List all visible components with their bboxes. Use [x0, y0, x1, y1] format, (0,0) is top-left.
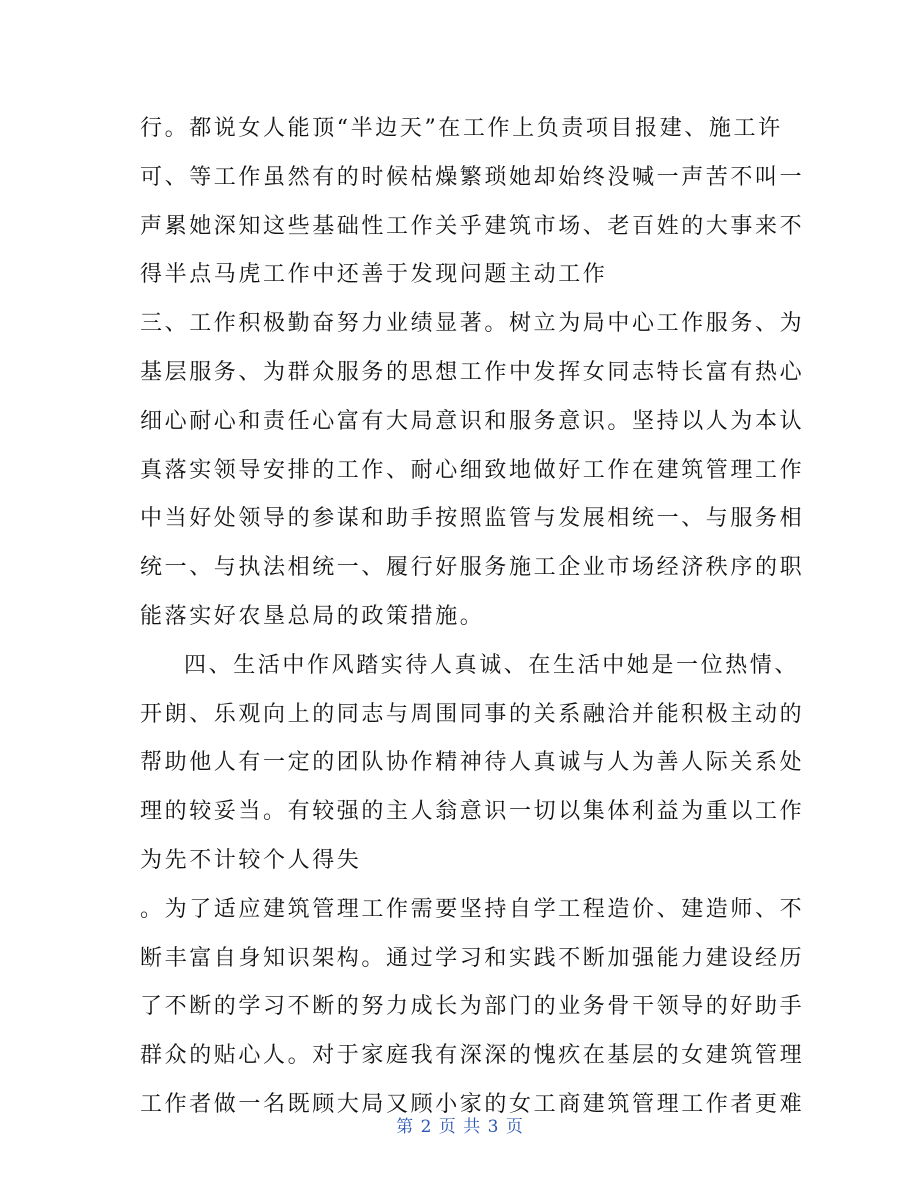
paragraph-continuation — [140, 105, 805, 300]
text-line: 三、工作积极勤奋努力业绩显著。树立为局中心工作服务、为 — [140, 311, 805, 337]
paragraph-section-four — [140, 642, 805, 886]
text-line: 得半点马虎工作中还善于发现问题主动工作 — [140, 262, 608, 288]
text-line: 工作者做一名既顾大局又顾小家的女工商建筑管理工作者更难 — [140, 1091, 805, 1117]
text-line: 为先不计较个人得失 — [140, 847, 362, 873]
text-line: 帮助他人有一定的团队协作精神待人真诚与人为善人际关系处 — [140, 750, 805, 776]
paragraph-section-three — [140, 300, 805, 642]
page-number-footer: 第 2 页 共 3 页 — [396, 1117, 524, 1137]
text-line: 群众的贴心人。对于家庭我有深深的愧疚在基层的女建筑管理 — [140, 1043, 805, 1069]
text-line: 四、生活中作风踏实待人真诚、在生活中她是一位热情、 — [184, 652, 800, 678]
text-line: 基层服务、为群众服务的思想工作中发挥女同志特长富有热心 — [140, 359, 805, 385]
text-line: 统一、与执法相统一、履行好服务施工企业市场经济秩序的职 — [140, 555, 805, 581]
text-line: 真落实领导安排的工作、耐心细致地做好工作在建筑管理工作 — [140, 457, 805, 483]
document-body — [140, 105, 805, 1130]
text-line: 声累她深知这些基础性工作关乎建筑市场、老百姓的大事来不 — [140, 213, 805, 239]
text-line: 能落实好农垦总局的政策措施。 — [140, 603, 485, 629]
text-line: 了不断的学习不断的努力成长为部门的业务骨干领导的好助手 — [140, 994, 805, 1020]
text-line: 断丰富自身知识架构。通过学习和实践不断加强能力建设经历 — [140, 945, 805, 971]
paragraph-study — [140, 886, 805, 1130]
text-line: 。为了适应建筑管理工作需要坚持自学工程造价、建造师、不 — [140, 896, 805, 922]
text-line: 可、等工作虽然有的时候枯燥繁琐她却始终没喊一声苦不叫一 — [140, 164, 805, 190]
text-line: 理的较妥当。有较强的主人翁意识一切以集体利益为重以工作 — [140, 799, 805, 825]
text-line: 行。都说女人能顶“半边天”在工作上负责项目报建、施工许 — [140, 116, 783, 141]
text-line: 开朗、乐观向上的同志与周围同事的关系融洽并能积极主动的 — [140, 701, 805, 727]
text-line: 细心耐心和责任心富有大局意识和服务意识。坚持以人为本认 — [140, 408, 805, 434]
text-line: 中当好处领导的参谋和助手按照监管与发展相统一、与服务相 — [140, 506, 805, 532]
